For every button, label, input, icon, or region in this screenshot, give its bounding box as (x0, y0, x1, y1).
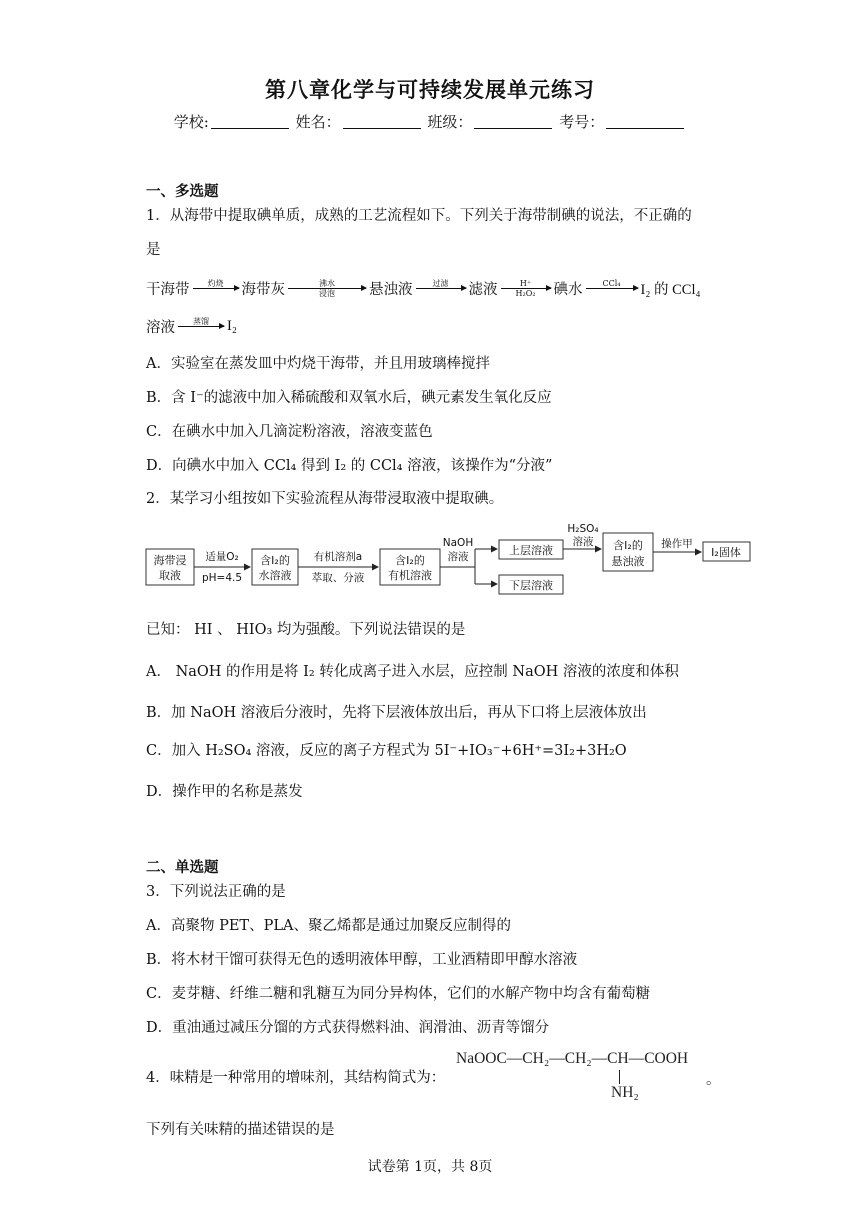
q2-flow-diagram (140, 518, 752, 600)
box1-label: 海带浸 (153, 554, 187, 567)
flow-arrow: H⁺ H₂O₂ (501, 279, 551, 298)
upper-layer-label: 上层溶液 (509, 544, 553, 557)
flow-arrow: 灼烧 (193, 279, 239, 298)
arrow4-bottom: 溶液 (572, 536, 594, 548)
q1-stem-line1: 1．从海带中提取碘单质，成熟的工艺流程如下。下列关于海带制碘的说法，不正确的 (146, 208, 692, 224)
q4-line2: 下列有关味精的描述错误的是 (146, 1122, 335, 1138)
box2-label: 含I₂的 (260, 554, 290, 567)
q1-flow-row2 (146, 316, 237, 337)
flow-step: 干海带 (146, 282, 190, 298)
flow-step: 悬浊液 (369, 282, 413, 298)
q4-period: 。 (706, 1072, 721, 1088)
q1-option-c[interactable]: C．在碘水中加入几滴淀粉溶液，溶液变蓝色 (146, 424, 433, 440)
structure-bond (619, 1070, 620, 1084)
arrow2-top: 有机溶剂a (313, 551, 363, 563)
box5-label: 悬浊液 (611, 555, 645, 568)
arrow1-bottom: pH=4.5 (201, 572, 243, 584)
box1-label: 取液 (159, 569, 181, 582)
arrow3-top: NaOH (442, 537, 474, 549)
flow-step: 滤液 (468, 282, 498, 298)
flow-step: 溶液 (146, 320, 175, 336)
q2-option-d[interactable]: D．操作甲的名称是蒸发 (146, 784, 303, 800)
q3-option-b[interactable]: B．将木材干馏可获得无色的透明液体甲醇，工业酒精即甲醇水溶液 (146, 952, 578, 968)
box3-label: 有机溶液 (388, 569, 432, 582)
flow-arrow: 蒸馏 (178, 317, 224, 336)
q1-option-d[interactable]: D．向碘水中加入 CCl₄ 得到 I₂ 的 CCl₄ 溶液，该操作为“分液” (146, 458, 553, 474)
q1-stem-line2: 是 (146, 242, 161, 258)
q1-option-b[interactable]: B．含 I⁻的滤液中加入稀硫酸和双氧水后，碘元素发生氧化反应 (146, 390, 552, 406)
class-label: 班级： (427, 113, 473, 131)
section-title-single: 二、单选题 (146, 859, 219, 876)
flow-arrow: CCl₄ (586, 279, 638, 298)
flow-arrow: 过滤 (416, 279, 466, 298)
box3-label: 含I₂的 (395, 554, 425, 567)
page-title: 第八章化学与可持续发展单元练习 (265, 77, 595, 102)
structure-main-chain: NaOOC—CH₂—CH₂—CH—COOH (456, 1050, 689, 1067)
school-label: 学校: (173, 113, 209, 131)
q2-option-c[interactable]: C．加入 H₂SO₄ 溶液，反应的离子方程式为 5I⁻+IO₃⁻+6H⁺=3I₂+3H₂O (146, 743, 627, 759)
flow-step: 碘水 (553, 282, 583, 298)
exam-no-label: 考号： (559, 113, 605, 131)
q4-stem: 4．味精是一种常用的增味剂，其结构简式为： (146, 1070, 446, 1086)
q2-option-a[interactable]: A． NaOH 的作用是将 I₂ 转化成离子进入水层，应控制 NaOH 溶液的浓度和体积 (146, 664, 679, 680)
q1-option-a[interactable]: A．实验室在蒸发皿中灼烧干海带，并且用玻璃棒搅拌 (146, 356, 490, 372)
arrow3-bottom: 溶液 (447, 551, 469, 563)
q1-flow-row1 (146, 278, 701, 299)
arrow1-top: 适量O₂ (205, 551, 239, 563)
flow-step: 海带灰 (241, 282, 285, 298)
q3-option-d[interactable]: D．重油通过减压分馏的方式获得燃料油、润滑油、沥青等馏分 (146, 1020, 550, 1036)
name-blank[interactable] (343, 114, 421, 129)
q2-option-b[interactable]: B．加 NaOH 溶液后分液时，先将下层液体放出后，再从下口将上层液体放出 (146, 705, 647, 721)
q2-known: 已知： HI 、 HIO₃ 均为强酸。下列说法错误的是 (146, 622, 466, 638)
lower-layer-label: 下层溶液 (509, 579, 553, 592)
arrow2-bottom: 萃取、分液 (311, 572, 365, 584)
exam-no-blank[interactable] (606, 114, 684, 129)
class-blank[interactable] (474, 114, 552, 129)
structure-amino-group: NH₂ (611, 1084, 639, 1101)
q3-stem: 3．下列说法正确的是 (146, 884, 286, 900)
page-footer: 试卷第 1页，共 8页 (367, 1159, 493, 1175)
box5-label: 含I₂的 (613, 539, 643, 552)
flow-step: I₂ (227, 318, 237, 334)
name-label: 姓名： (295, 113, 341, 131)
school-blank[interactable] (211, 114, 289, 129)
section-title-multi: 一、多选题 (146, 183, 219, 200)
flow-step: I₂ 的 CCl₄ (640, 282, 701, 298)
q2-stem: 2．某学习小组按如下实验流程从海带浸取液中提取碘。 (146, 491, 504, 507)
student-info-line (0, 111, 860, 132)
box2-label: 水溶液 (258, 569, 292, 582)
q3-option-a[interactable]: A．高聚物 PET、PLA、聚乙烯都是通过加聚反应制得的 (146, 918, 511, 934)
q4-structure-formula (456, 1050, 689, 1101)
arrow4-top: H₂SO₄ (567, 523, 599, 535)
q3-option-c[interactable]: C．麦芽糖、纤维二糖和乳糖互为同分异构体，它们的水解产物中均含有葡萄糖 (146, 986, 651, 1002)
arrow5-top: 操作甲 (661, 538, 693, 550)
flow-arrow: 沸水 浸泡 (288, 279, 366, 298)
box6-label: I₂固体 (711, 546, 741, 559)
